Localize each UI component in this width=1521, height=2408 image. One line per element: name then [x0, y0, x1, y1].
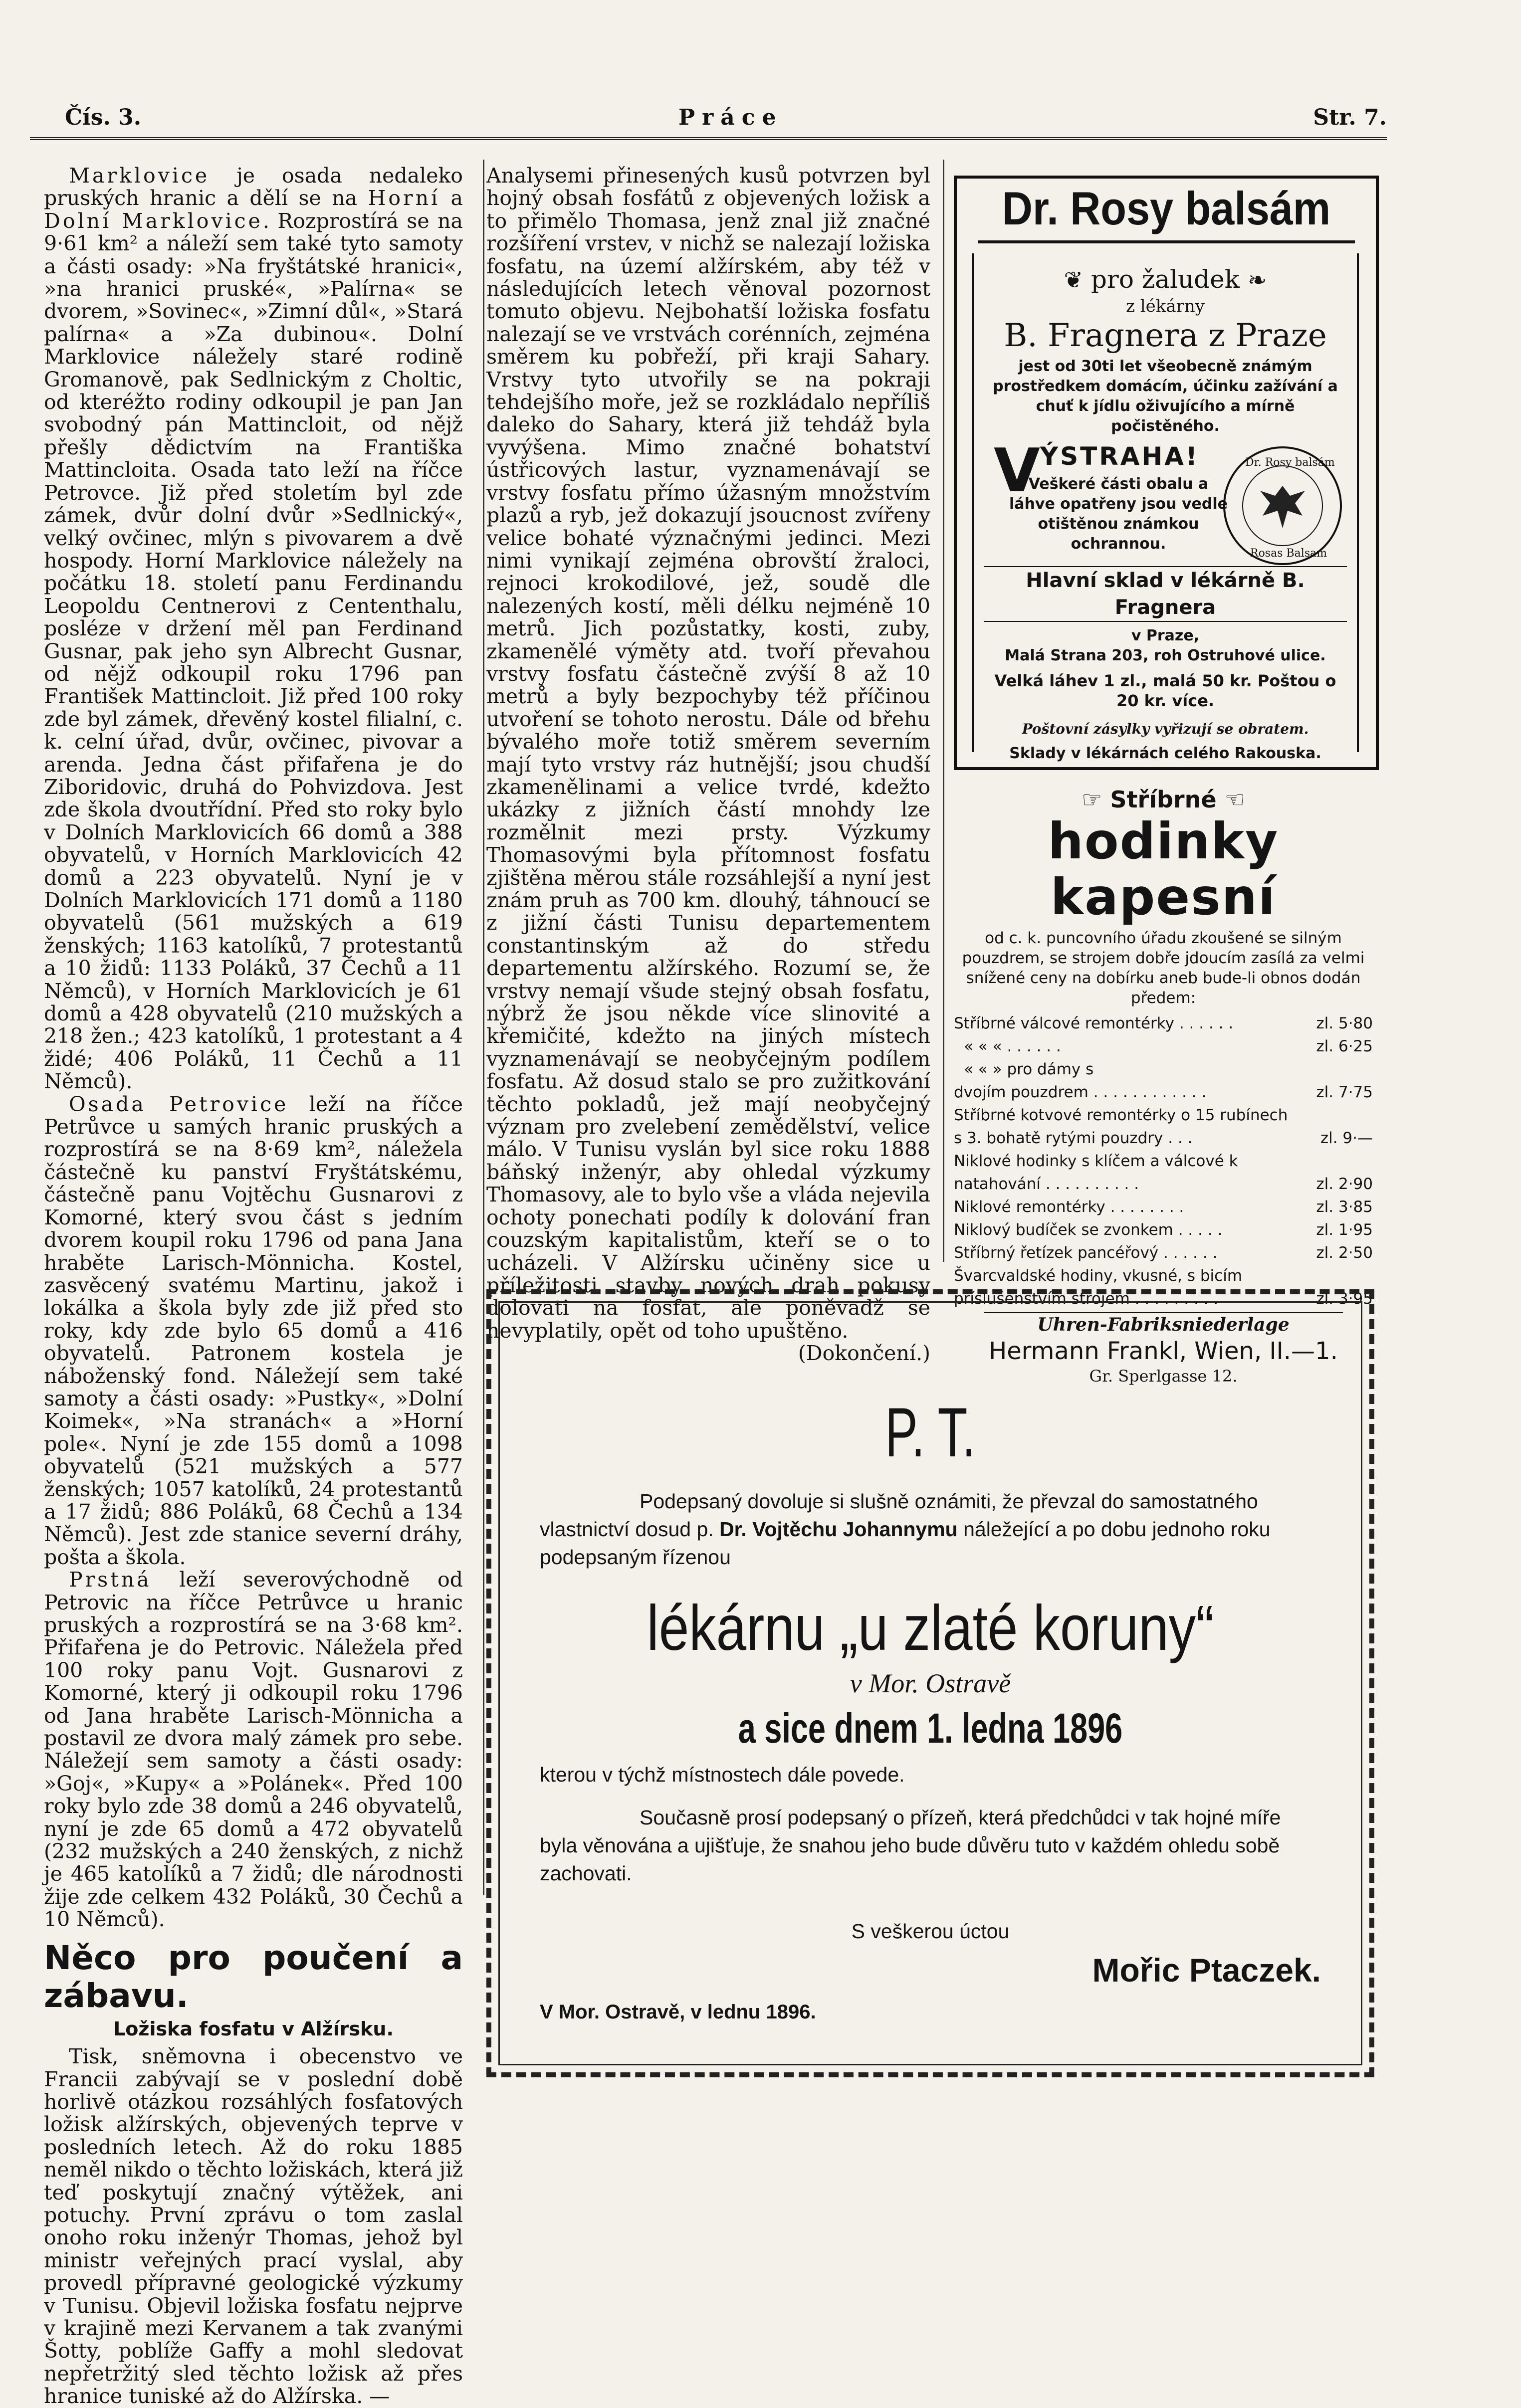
notice-date-place: V Mor. Ostravě, v lednu 1896. — [540, 2001, 816, 2023]
main-store: Hlavní sklad v lékárně B. Fragnera — [984, 566, 1347, 622]
pharmacy-name: lékárnu „u zlaté koruny“ — [647, 1593, 1214, 1664]
notice-regards: S veškerou úctou — [851, 1920, 1010, 1943]
price-row: Stříbrný řetízek pancéřový . . . . . . zl. 2·50 — [954, 1244, 1373, 1262]
warning-block — [974, 436, 1357, 566]
firm-address: Gr. Sperlgasse 12. — [1089, 1367, 1238, 1386]
ornament-right-icon: ❧ — [1247, 266, 1267, 293]
paragraph-prstna: Prstná leží severovýchodně od Petrovic na říčce Petrůvce u hranic pruských a rozprostírá se na 3·68 km². Přifařena je do Petrovic. Náležela před 100 roky panu Vojt. Gusnarovi z Komorné, který ji odkoupil roku 1796 od Jana hraběte Larisch-Mönnicha a postavil ze dvora malý zámek pro sebe. Náležejí sem samoty a části osady: »Goj«, »Kupy« a »Polánek«. Před 100 roky bylo zde 38 domů a 246 obyvatelů, nyní je zde 65 domů a 472 obyvatelů (232 mužských a 240 ženských, z nichž je 465 katolíků a 7 židů; dle národnosti žije zde celkem 432 Poláků, 30 Čechů a 10 Němců). — [44, 1568, 463, 1932]
pharmacy-place: v Mor. Ostravě — [850, 1668, 1011, 1698]
page-number: Str. 7. — [1313, 105, 1387, 130]
pointing-hand-right-icon: ☜ — [1224, 786, 1245, 813]
balsam-subtitle-line — [974, 263, 1357, 296]
paragraph-petrovice: Osada Petrovice leží na říčce Petrůvce u samých hranic pruských a rozprostírá se na 8·69 km², náležela částečně ku panství Fryštátskému, částečně panu Vojtěchu Gusnarovi z Komorné, který svou část s jedním dvorem koupil roku 1796 od pana Jana hraběte Larisch-Mönnicha. Kostel, zasvěcený svatému Martinu, jakož i lokálka a škola byly zde již před sto roky, kdy zde bylo 65 domů a 416 obyvatelů. Patronem kostela je náboženský fond. Náležejí sem také samoty a části osady: »Pustky«, »Dolní Koimek«, »Na stranách« a »Horní pole«. Nyní je zde 155 domů a 1098 obyvatelů (521 mužských a 577 ženských; 1057 katolíků, 24 protestantů a 17 židů; 886 Poláků, 68 Čechů a 134 Němců). Jest zde stanice severní dráhy, pošta a škola. — [44, 1092, 463, 1569]
price-row: Švarcvaldské hodiny, vkusné, s bicím příslušenstvím strojem . . . . . . . . . zl. 3·95 — [954, 1267, 1373, 1308]
pointing-hand-left-icon: ☞ — [1082, 786, 1102, 813]
notice-intro: Podepsaný dovoluje si slušně oznámiti, že převzal do samostatného vlastnictví dosud p. Dr. Vojtěchu Johannymu náležející a po dobu jednoho roku podepsaným řízenou — [540, 1490, 1271, 1569]
balsam-maker: B. Fragnera z Praze — [1004, 317, 1327, 354]
paragraph-phosphate-intro: Tisk, sněmovna i obecenstvo ve Francii zabývají se v poslední době horlivě otázkou rozsáhlých fosfatových ložisk alžírských, objevených teprve v posledních letech. Až do roku 1885 neměl nikdo o těchto ložiskách, která již teď poskytují značný výtěžek, ani potuchy. První zprávu o tom zaslal onoho roku inženýr Thomas, jehož byl ministr veřejných prací vyslal, aby provedl přípravné geologické výzkumy v Tunisu. Objevil ložiska fosfatu nejprve v krajině mezi Kervanem a tak zvanými Šotty, poblíže Gaffy a mohl sledovat nepřetržitý sled těchto ložisk až přes hranice tuniské až do Alžírska. — — [44, 2044, 463, 2408]
price-row: dvojím pouzdrem . . . . . . . . . . . . zl. 7·75 — [954, 1083, 1373, 1101]
watches-small-heading: ☞ Stříbrné ☜ — [1082, 786, 1245, 813]
pharmacy-notice — [486, 1289, 1374, 2077]
continuation-note: (Dokončení.) — [798, 1341, 930, 1366]
balsam-inner-frame — [972, 253, 1359, 762]
paragraph-phosphate-cont: Analysemi přinesených kusů potvrzen byl hojný obsah fosfátů z objevených ložisk a to přimělo Thomasa, jenž znal již značné rozšíření vrstev, v nichž se nalezají ložiska fosfatu, na území alžírském, aby též v následujících letech věnoval pozornost tomuto objevu. Nejbohatší ložiska fosfatu nalezají se ve vrstvách corénních, zejména směrem ku pobřeží, při kraji Sahary. Vrstvy tyto utvořily se na pokraji tehdejšího moře, jež se rozkládalo nepříliš daleko do Sahary, která již tehdáž byla vyvýšena. Mimo značné bohatství ústřicových lastur, vyznamenávají se vrstvy fosfatu přímo úžasným množstvím plazů a ryb, jež dokazují jsoucnost zvířeny velice bohaté význačnými jedinci. Mezi nimi vynikají zejména obrovští žraloci, rejnoci krokodilové, jež, soudě dle nalezených kostí, měli délku nejméně 10 metrů. Jich pozůstatky, kosti, zuby, zkamenělé výměty atd. tvoří převahou vrstvy fosfatu částečně zvýší 8 až 10 metrů a byly bezpochyby též příčinou utvoření se tohoto nerostu. Dále od břehu bývalého moře totiž směrem severním mají tyto vrstvy ráz hutnější; jsou chudší zkamenělinami a velice tvrdé, kdežto ukázky z jižních částí mnohdy lze rozmělnit mezi prsty. Výzkumy Thomasovými byla přítomnost fosfatu zjištěna měrou stále rozsáhlejší a nyní jest znám pruh as 700 km. dlouhý, táhnoucí se z jižní části Tunisu departementem constantinským až do středu departementu alžírského. Rozumí se, že vrstvy nemají všude stejný obsah fosfatu, nýbrž že jsou někde více slinovité a křemičité, kdežto na jiných místech vyznamenávají se neobyčejným podílem fosfatu. Až dosud stalo se pro zužitkování těchto pokladů, jež mají neobyčejný význam pro zvelebení zemědělství, velice málo. V Tunisu vyslán byl sice roku 1888 báňský inženýr, aby ohledal výzkumy Thomasovy, ale to bylo vše a vláda nejevila ochoty ponechati podíly k dolování fran couzským kapitalistům, kteří se o to ucházeli. V Alžírsku učiněny sice u příležitosti stavby nových drah pokusy dolovati na fosfat, ale poněvadž se nevyplatily, opět od toho upuštěno. — [486, 164, 930, 1343]
notice-signature: Mořic Ptaczek. — [1092, 1952, 1321, 1989]
trademark-seal — [1223, 446, 1342, 565]
article-title: Ložiska fosfatu v Alžírsku. — [113, 2017, 394, 2040]
firm-name: Hermann Frankl, Wien, II.—1. — [989, 1337, 1338, 1365]
price-row: Stříbrné válcové remontérky . . . . . . zl. 5·80 — [954, 1014, 1373, 1032]
column-rule-2 — [943, 160, 944, 1262]
column-1 — [44, 165, 463, 2408]
warning-heading: V ÝSTRAHA! — [994, 436, 1199, 506]
price-row: Niklové hodinky s klíčem a válcové k natahování . . . . . . . . . . zl. 2·90 — [954, 1152, 1373, 1193]
notice-salutation: P. T. — [885, 1393, 976, 1471]
firm-tagline: Uhren-Fabriksniederlage — [984, 1312, 1343, 1336]
issue-number: Čís. 3. — [65, 105, 142, 130]
balsam-advertisement — [954, 176, 1379, 770]
store-city: v Praze, — [1131, 627, 1200, 644]
column-2 — [486, 165, 930, 1365]
watches-advertisement — [954, 786, 1373, 1386]
seal-text-bottom: Rosas Balsam — [1250, 547, 1327, 560]
ornament-left-icon: ❦ — [1064, 266, 1084, 293]
running-head — [30, 105, 1387, 140]
store-address: Malá Strana 203, roh Ostruhové ulice. — [1005, 647, 1326, 664]
warning-text: Veškeré části obalu a láhve opatřeny jsou vedle otištěnou známkou ochrannou. — [1009, 475, 1228, 553]
seal-text-top: Dr. Rosy balsám — [1245, 456, 1335, 469]
notice-request: Současně prosí podepsaný o přízeň, která předchůdci v tak hojné míře byla věnována a ujišťuje, že snahou jeho bude důvěru tuto v každém ohledu sobě zachovati. — [540, 1806, 1281, 1885]
stores-note: Sklady v lékárnách celého Rakouska. — [1009, 745, 1321, 762]
notice-continuation: kterou v týchž místnostech dále povede. — [540, 1763, 905, 1786]
takeover-date: a sice dnem 1. ledna 1896 — [738, 1705, 1123, 1752]
price-row: « « » pro dámy s — [964, 1060, 1094, 1078]
paragraph-marklovice: Marklovice je osada nedaleko pruských hranic a dělí se na Horní a Dolní Marklovice. Rozprostírá se na 9·61 km² a náleží sem také tyto samoty a části osady: »Na fryštátské hranici«, »na hranici pruské«, »Palírna« se dvorem, »Sovinec«, »Zimní důl«, »Stará palírna« a »Za dubinou«. Dolní Marklovice náležely staré rodině Gromanově, pak Sedlnickým z Choltic, od kteréžto rodiny odkoupil je pan Jan svobodný pán Mattincloit, od nějž přešly dědictvím na Františka Mattincloita. Osada tato leží na říčce Petrovce. Již před stoletím byl zde zámek, dvůr dolní dvůr »Sedlnický«, velký ovčinec, mlýn s pivovarem a dvě hospody. Horní Marklovice náležely na počátku 18. století panu Ferdinandu Leopoldu Centnerovi z Cententhalu, posléze v držení měl pan Ferdinand Gusnar, pak jeho syn Albrecht Gusnar, od nějž odkoupil roku 1796 pan František Mattincloit. Již před 100 roky zde byl zámek, dřevěný kostel filialní, c. k. celní úřad, dvůr, ovčinec, pivovar a arenda. Jedna část přifařena je do Ziboridovic, druhá do Pohvizdova. Jest zde škola dvoutřídní. Před sto roky bylo v Dolních Marklovicích 66 domů a 388 obyvatelů, v Horních Marklovicích 42 domů a 223 obyvatelů. Nyní je v Dolních Marklovicích 171 domů a 1180 obyvatelů (561 mužských a 619 ženských; 1163 katolíků, 7 protestantů a 10 židů: 1133 Poláků, 37 Čechů a 11 Němců), v Horních Marklovicích je 61 domů a 428 obyvatelů (210 mužských a 218 žen.; 423 katolíků, 1 protestant a 4 židé; 406 Poláků, 11 Čechů a 11 Němců). — [44, 164, 463, 1094]
newspaper-title: Práce — [678, 105, 783, 130]
balsam-prices: Velká láhev 1 zl., malá 50 kr. Poštou o 20 kr. více. — [994, 671, 1336, 710]
watches-price-list — [954, 1012, 1373, 1310]
watches-intro: od c. k. puncovního úřadu zkoušené se silným pouzdrem, se strojem dobře jdoucím zasílá za velmi snížené ceny na dobírku aneb bude-li obnos dodán předem: — [962, 929, 1365, 1007]
price-row: « « « . . . . . . zl. 6·25 — [964, 1037, 1373, 1055]
price-row: Niklový budíček se zvonkem . . . . . zl. 1·95 — [954, 1221, 1373, 1239]
price-row: Niklové remontérky . . . . . . . . zl. 3·85 — [954, 1198, 1373, 1216]
balsam-title: Dr. Rosy balsám — [978, 179, 1355, 243]
section-title: Něco pro poučení a zábavu. — [44, 1938, 463, 2015]
header-rule — [30, 137, 1387, 140]
balsam-from: z lékárny — [1126, 296, 1205, 316]
column-rule-1 — [483, 160, 484, 1895]
postal-note: Poštovní zásylky vyřizují se obratem. — [1022, 721, 1309, 737]
balsam-description: jest od 30ti let všeobecně známým prostředkem domácím, účinku zažívání a chuť k jídlu oživujícího a mírně počistěného. — [993, 358, 1338, 435]
watches-title: hodinky kapesní — [1048, 812, 1279, 926]
balsam-subtitle: pro žaludek — [1090, 265, 1240, 294]
price-row: Stříbrné kotvové remontérky o 15 rubínech s 3. bohatě rytými pouzdry . . . zl. 9·— — [954, 1106, 1373, 1147]
